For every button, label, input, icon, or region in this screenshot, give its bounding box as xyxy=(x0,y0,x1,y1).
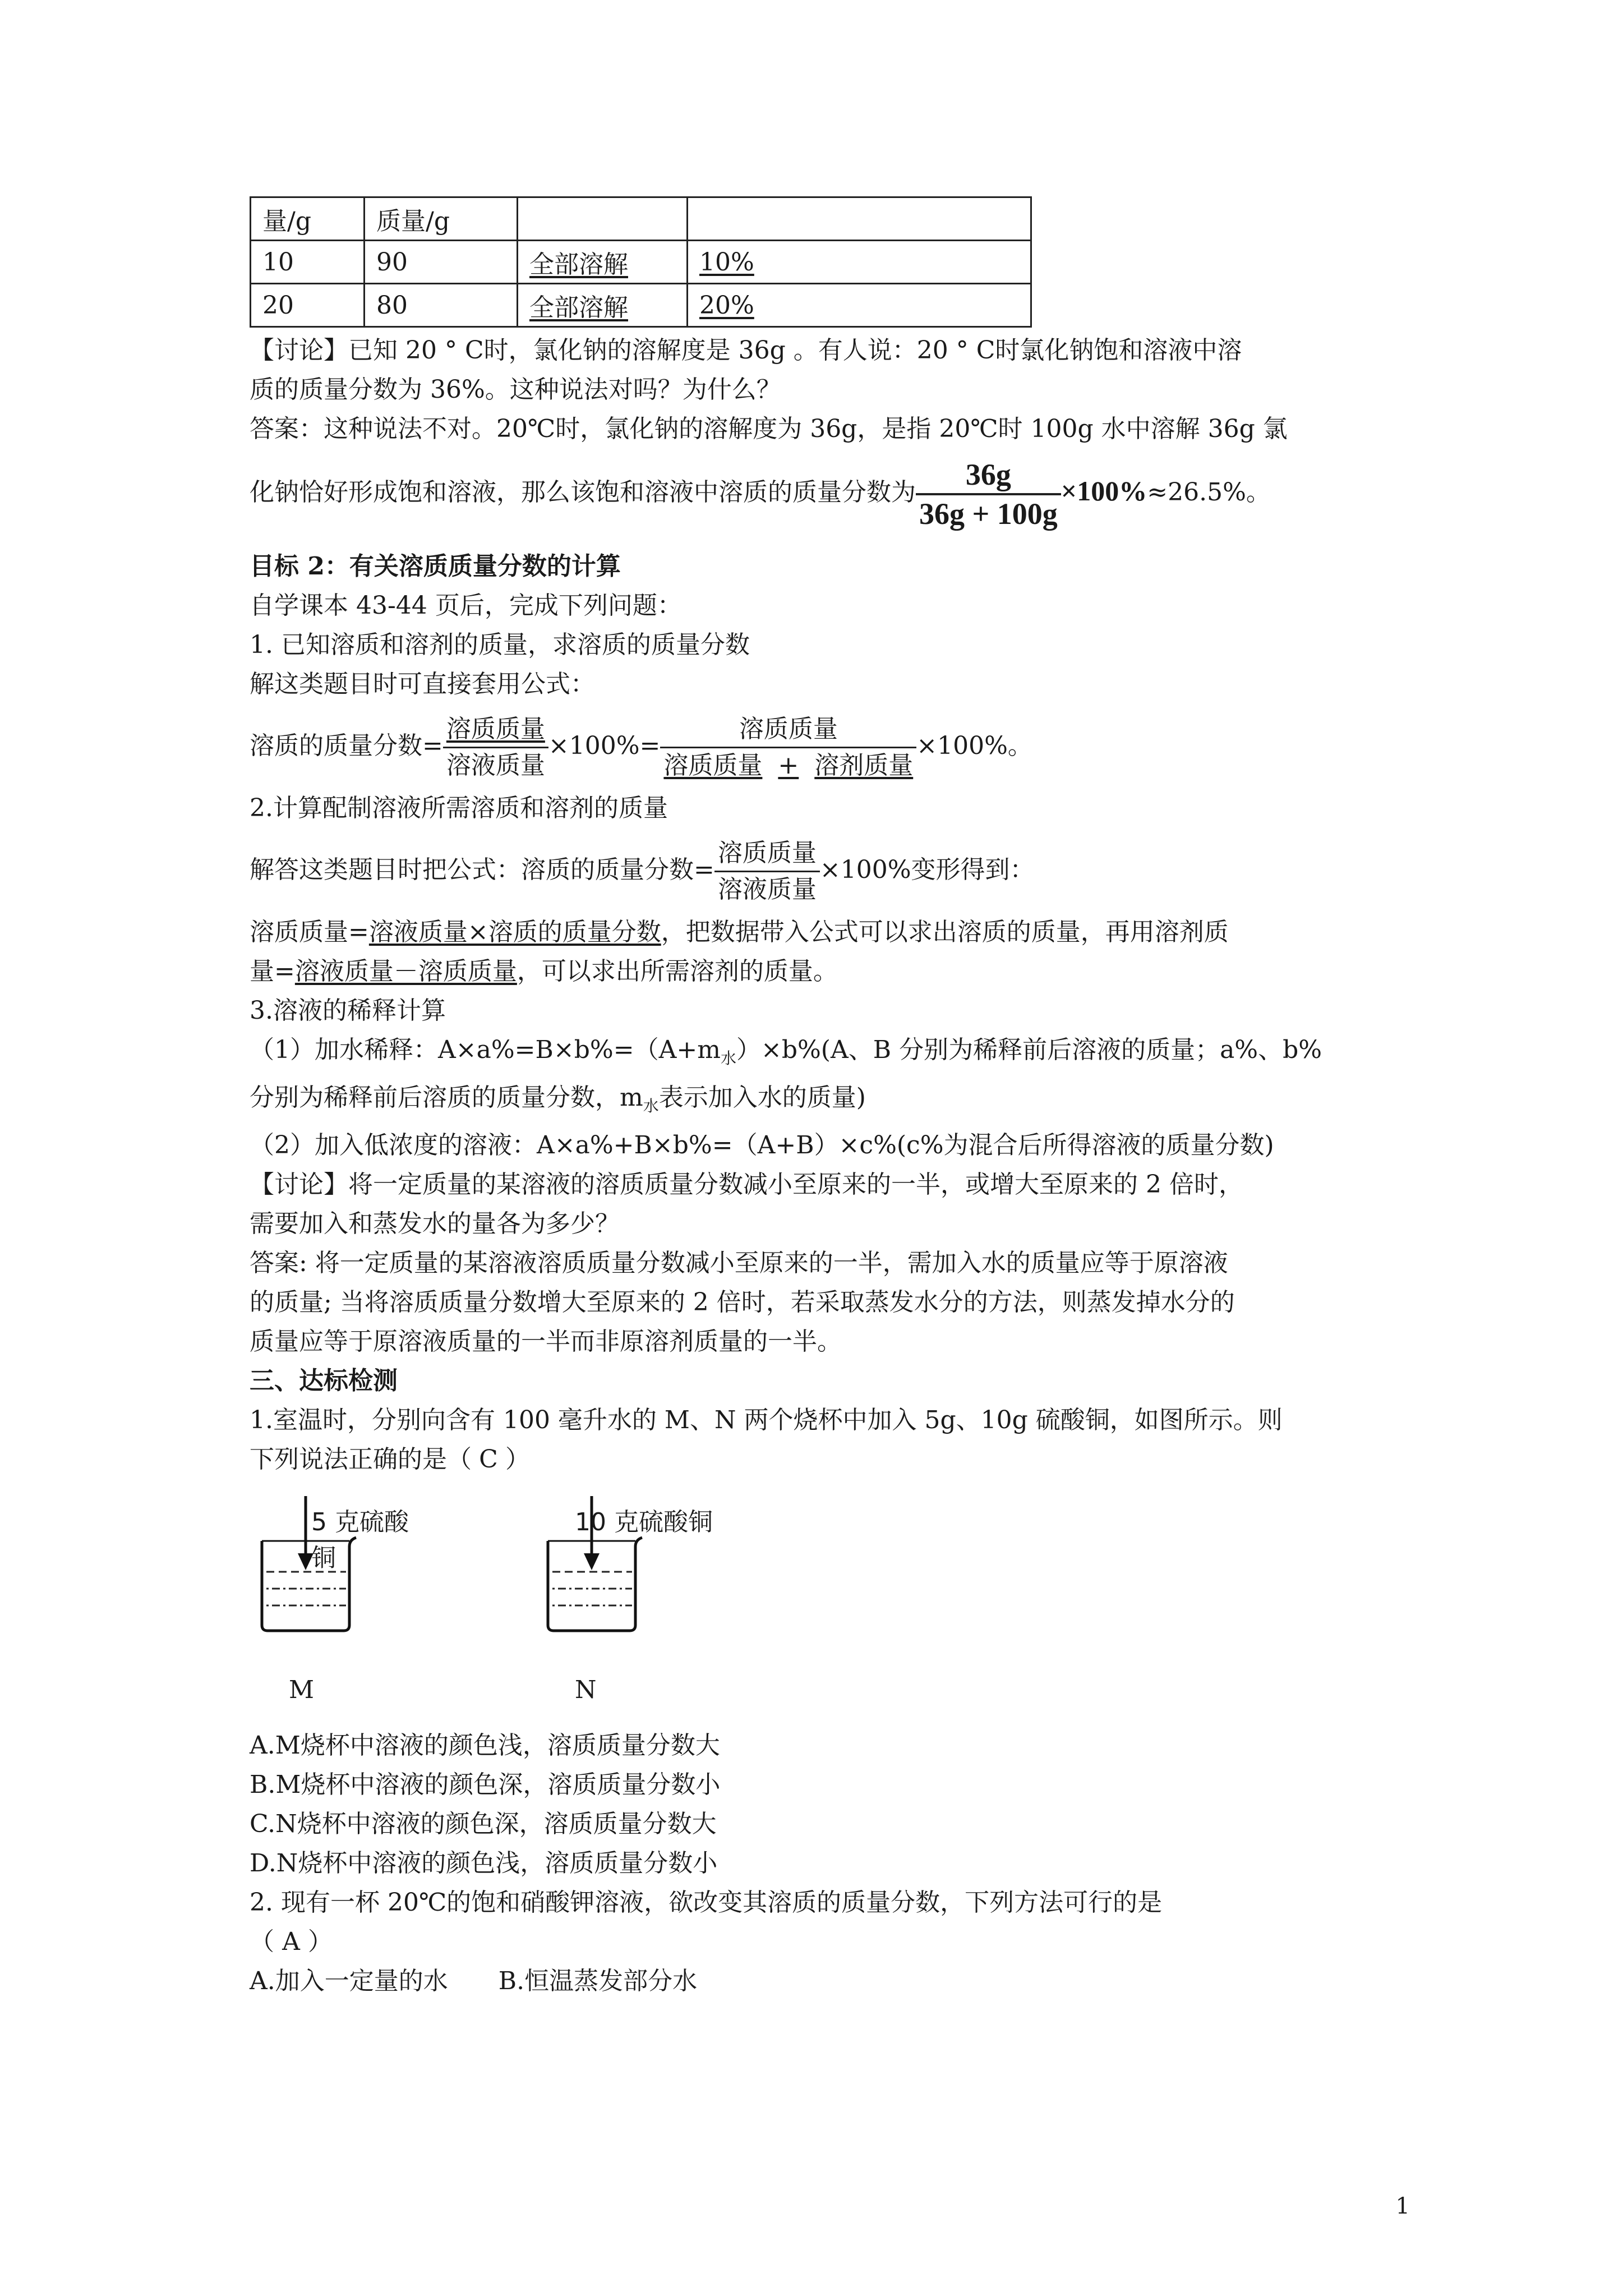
fraction-numerator: 溶质质量 xyxy=(443,712,548,748)
answer-line: 答案: 将一定质量的某溶液溶质质量分数减小至原来的一半，需加入水的质量应等于原溶液 xyxy=(250,1248,1228,1277)
beaker-m xyxy=(250,1490,429,1726)
text-segment: ，可以求出所需溶剂的质量。 xyxy=(517,957,838,986)
fraction-denominator: 溶液质量 xyxy=(717,875,817,904)
item-heading: 1. 已知溶质和溶剂的质量，求溶质的质量分数 xyxy=(250,631,750,659)
table-cell: 全部溶解 xyxy=(518,284,688,327)
den-plus: + xyxy=(778,751,799,780)
page-number: 1 xyxy=(1395,2193,1410,2219)
underlined-segment: 溶液质量×溶质的质量分数 xyxy=(368,918,661,946)
text-segment: （ xyxy=(250,1927,274,1956)
option-b: B.恒温蒸发部分水 xyxy=(498,1966,698,1995)
table-cell xyxy=(518,197,688,241)
fraction-36g xyxy=(916,456,1061,532)
text-segment: 表示加入水的质量) xyxy=(658,1083,866,1112)
discussion-question-line: 【讨论】将一定质量的某溶液的溶质质量分数减小至原来的一半，或增大至原来的 2 倍时， xyxy=(250,1170,1243,1199)
table-cell: 质量/g xyxy=(365,197,518,241)
table-cell: 20% xyxy=(688,284,1031,327)
table-cell: 量/g xyxy=(251,197,365,241)
table-cell xyxy=(688,197,1031,241)
document-page xyxy=(250,196,1405,2001)
table-row xyxy=(251,284,1031,327)
formula-end: ×100%。 xyxy=(916,731,1032,760)
beaker-n-label: 10 克硫酸铜 xyxy=(575,1507,713,1536)
text-segment: ） xyxy=(505,1444,530,1474)
formula-mid: ×100%= xyxy=(548,731,661,760)
text-segment: 下列说法正确的是（ xyxy=(250,1444,472,1474)
table-cell: 80 xyxy=(365,284,518,327)
table-row xyxy=(251,197,1031,241)
discussion-question-line: 需要加入和蒸发水的量各为多少？ xyxy=(250,1209,620,1238)
answer-line: 答案：这种说法不对。20℃时，氯化钠的溶解度为 36g，是指 20℃时 100g 水中溶解 36g 氯 xyxy=(250,415,1288,443)
option-line: A.M烧杯中溶液的颜色浅，溶质质量分数大 xyxy=(250,1731,720,1760)
table-row xyxy=(251,241,1031,284)
formula-pre: 解答这类题目时把公式：溶质的质量分数= xyxy=(250,855,714,884)
paragraph-line: （2）加入低浓度的溶液：A×a%+B×b%=（A+B）×c%(c%为混合后所得溶液的质量分数) xyxy=(250,1130,1274,1159)
formula-post: ×100%变形得到： xyxy=(819,855,1035,884)
answer-choice: C xyxy=(479,1444,498,1474)
answer-result: ≈26.5%。 xyxy=(1147,478,1271,507)
table-cell: 20 xyxy=(251,284,365,327)
paragraph-line xyxy=(250,1030,1405,1078)
paragraph-line xyxy=(250,952,1405,991)
question-line xyxy=(250,1922,1405,1962)
item-note: 解这类题目时可直接套用公式： xyxy=(250,670,595,698)
fraction-numerator: 溶质质量 xyxy=(660,712,916,748)
fraction-denominator xyxy=(660,748,916,783)
beaker-m-name: M xyxy=(289,1675,315,1704)
beaker-n-name: N xyxy=(575,1675,597,1704)
table-cell: 全部溶解 xyxy=(518,241,688,284)
paragraph-line xyxy=(250,913,1405,952)
fraction-numerator: 36g xyxy=(916,456,1061,495)
section-title: 三、达标检测 xyxy=(250,1366,398,1395)
discussion-question-line: 质的质量分数为 36%。这种说法对吗？为什么？ xyxy=(250,375,781,404)
times-100-percent: ×100% xyxy=(1061,475,1147,507)
beaker-m-label: 5 克硫酸铜 xyxy=(311,1507,409,1572)
answer-choice: A xyxy=(282,1927,300,1956)
formula-transform xyxy=(250,836,1405,907)
text-segment: ，把数据带入公式可以求出溶质的质量，再用溶剂质 xyxy=(661,918,1229,946)
text-segment: 分别为稀释前后溶质的质量分数，m xyxy=(250,1083,643,1112)
question-line xyxy=(250,1440,1405,1479)
data-table xyxy=(250,196,1032,328)
fraction-solute-over-sum xyxy=(660,712,916,783)
beaker-n xyxy=(536,1490,715,1726)
item-heading: 2.计算配制溶液所需溶质和溶剂的质量 xyxy=(250,794,668,822)
fraction-solute-over-solution xyxy=(714,836,820,907)
option-line xyxy=(250,1962,1405,2001)
den-solvent: 溶剂质量 xyxy=(814,751,914,780)
answer-text: 化钠恰好形成饱和溶液，那么该饱和溶液中溶质的质量分数为 xyxy=(250,478,916,507)
question-line: 2. 现有一杯 20℃的饱和硝酸钾溶液，欲改变其溶质的质量分数，下列方法可行的是 xyxy=(250,1888,1163,1917)
answer-line-with-fraction xyxy=(250,449,1405,535)
answer-line: 的质量; 当将溶质质量分数增大至原来的 2 倍时，若采取蒸发水分的方法，则蒸发掉水分的 xyxy=(250,1287,1235,1317)
section-title: 目标 2：有关溶质质量分数的计算 xyxy=(250,552,621,581)
option-line: C.N烧杯中溶液的颜色深，溶质质量分数大 xyxy=(250,1809,717,1838)
text-segment: 量= xyxy=(250,957,295,986)
formula-mass-fraction xyxy=(250,712,1405,783)
text-segment: ） xyxy=(308,1927,333,1956)
fraction-solute-over-solution xyxy=(443,712,548,783)
answer-line: 质量应等于原溶液质量的一半而非原溶剂质量的一半。 xyxy=(250,1327,842,1356)
text-segment: ）×b%(A、B 分别为稀释前后溶液的质量；a%、b% xyxy=(736,1036,1322,1064)
option-a: A.加入一定量的水 xyxy=(250,1966,448,1995)
den-solute: 溶质质量 xyxy=(663,751,763,780)
underlined-segment: 溶液质量－溶质质量 xyxy=(294,957,517,986)
formula-lhs: 溶质的质量分数= xyxy=(250,731,443,760)
item-heading: 3.溶液的稀释计算 xyxy=(250,996,446,1025)
table-cell: 90 xyxy=(365,241,518,284)
beaker-figure xyxy=(250,1490,1405,1726)
fraction-denominator: 36g + 100g xyxy=(919,496,1058,531)
table-cell: 10 xyxy=(251,241,365,284)
fraction-denominator: 溶液质量 xyxy=(446,751,545,780)
subscript: 水 xyxy=(720,1048,736,1068)
text-segment: 溶质质量= xyxy=(250,918,369,946)
question-line: 1.室温时，分别向含有 100 毫升水的 M、N 两个烧杯中加入 5g、10g 硫酸铜，如图所示。则 xyxy=(250,1405,1283,1434)
text-segment: （1）加水稀释：A×a%=B×b%=（A+m xyxy=(250,1036,721,1064)
option-line: B.M烧杯中溶液的颜色深，溶质质量分数小 xyxy=(250,1770,721,1799)
intro-text: 自学课本 43-44 页后，完成下列问题： xyxy=(250,591,682,620)
table-cell: 10% xyxy=(688,241,1031,284)
paragraph-line xyxy=(250,1078,1405,1126)
discussion-question-line: 【讨论】已知 20 ° C时，氯化钠的溶解度是 36g 。有人说：20 ° C时氯化钠饱和溶液中溶 xyxy=(250,336,1242,365)
subscript: 水 xyxy=(643,1096,659,1115)
fraction-numerator: 溶质质量 xyxy=(714,836,820,872)
option-line: D.N烧杯中溶液的颜色浅，溶质质量分数小 xyxy=(250,1848,718,1878)
